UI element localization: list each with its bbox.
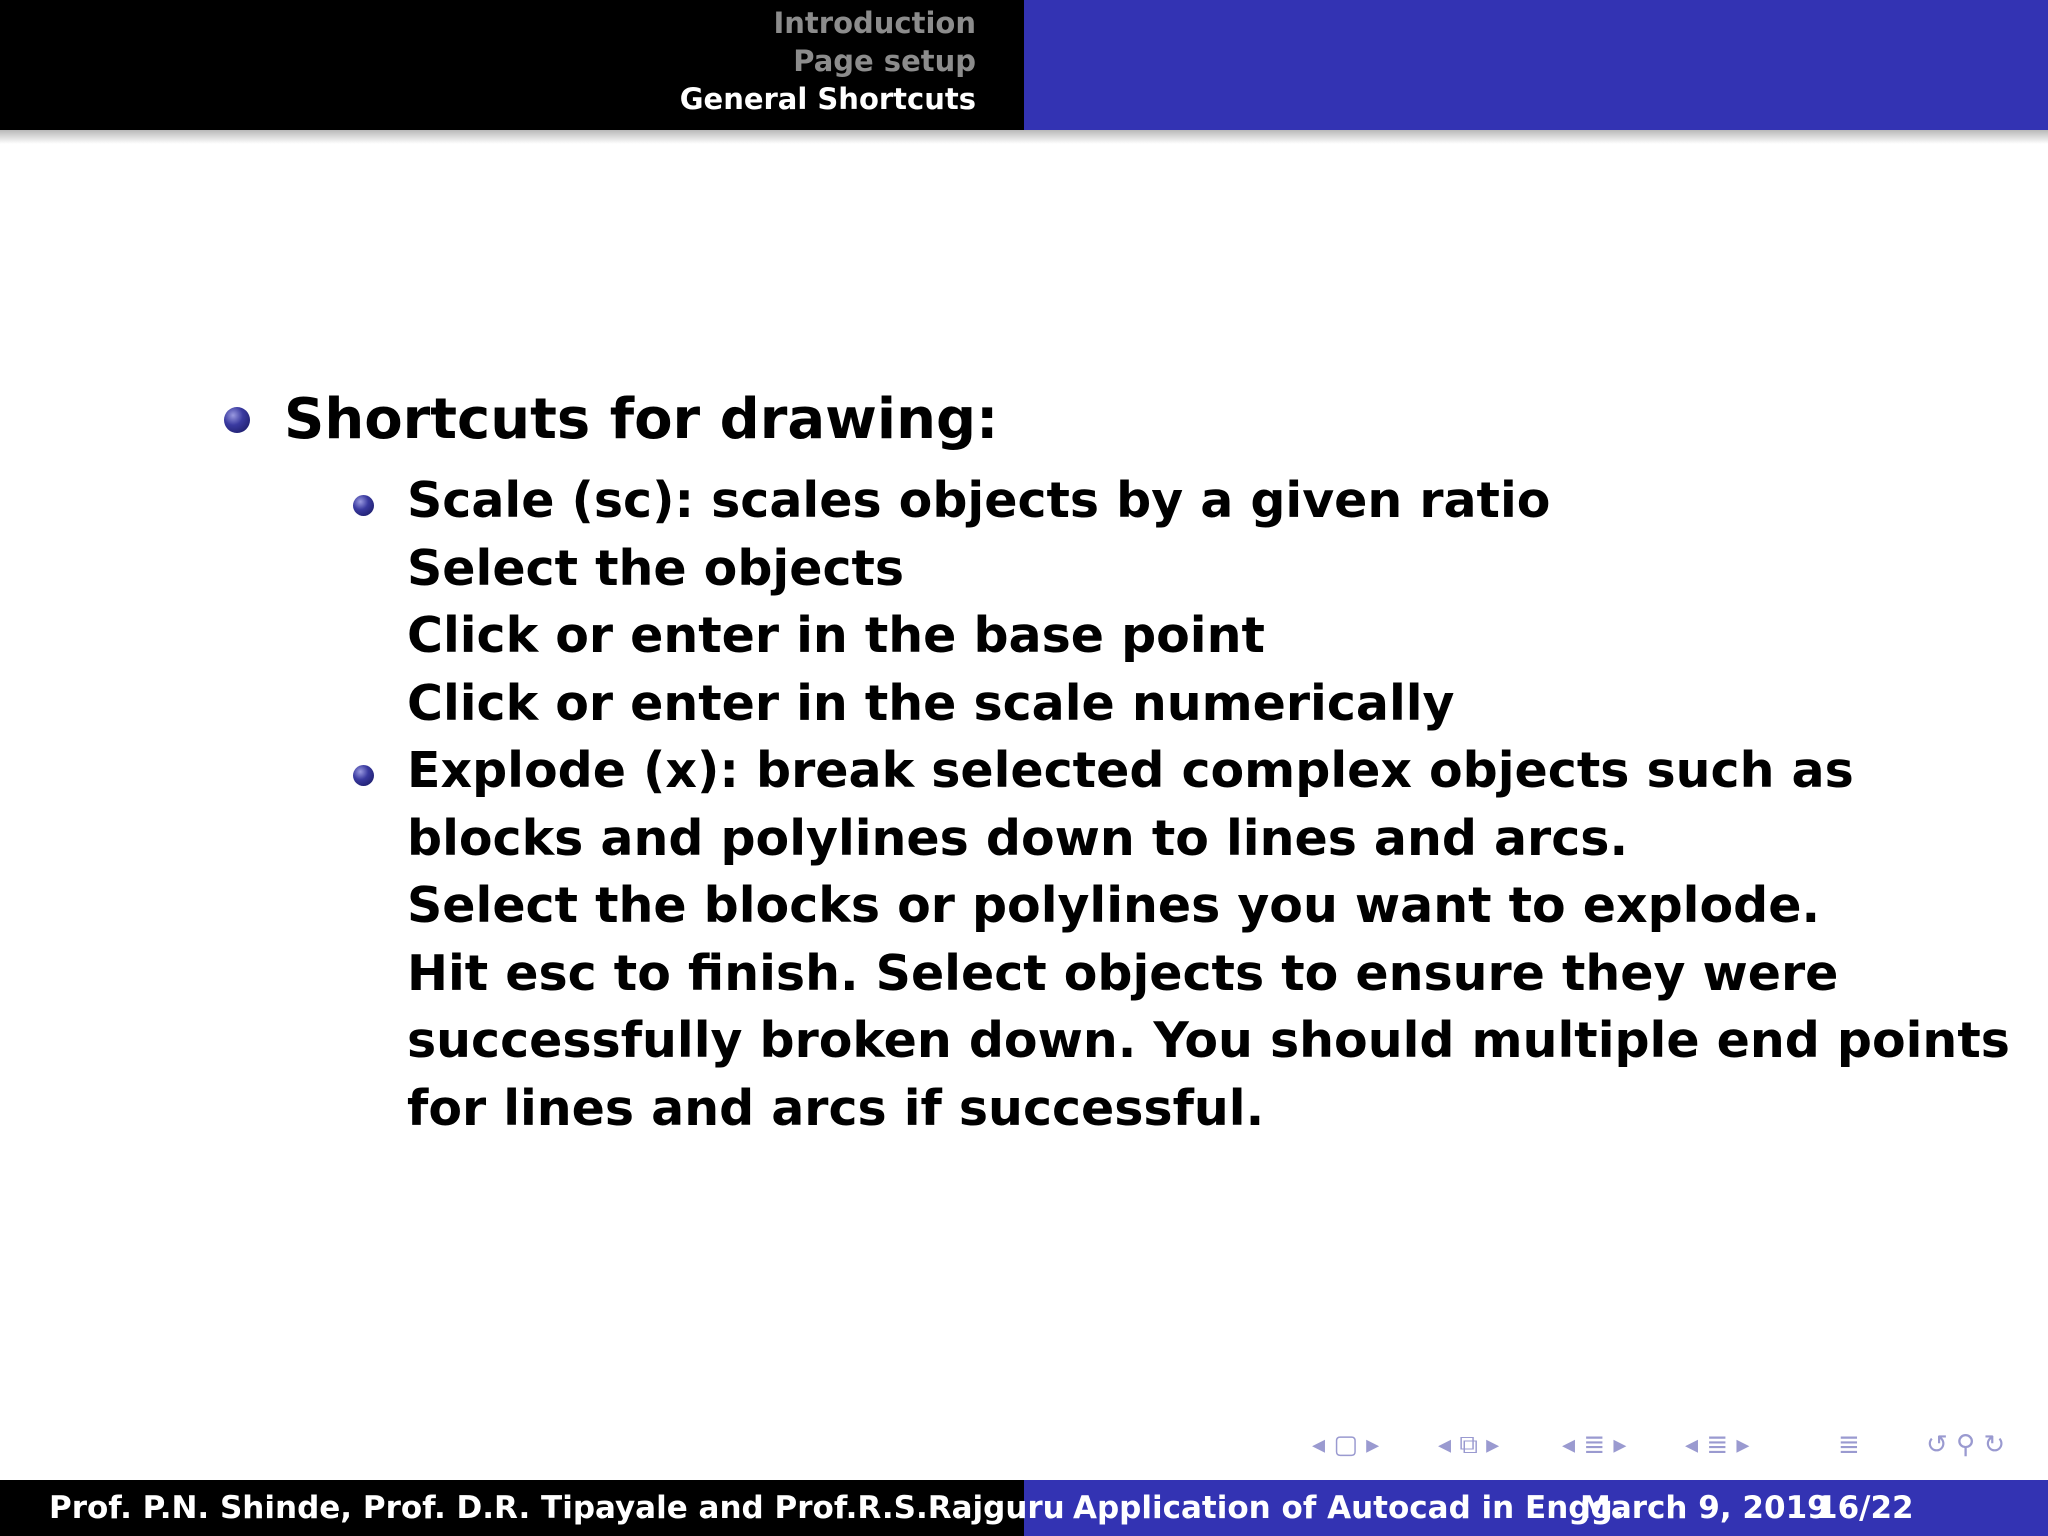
list-item-explode [407,737,2010,1142]
footer-page-number: 16/22 [1816,1490,1914,1526]
nav-subsection-icon[interactable]: ◂ ≣ ▸ [1562,1430,1627,1460]
nav-align-icon[interactable]: ≣ [1838,1430,1860,1460]
header-right-panel [1024,0,2048,130]
navigation-symbols [1312,1430,2032,1466]
header-shadow [0,130,2048,144]
footer-bar [0,1480,2048,1536]
list-item-line: blocks and polylines down to lines and arcs. [407,809,1629,867]
slide-heading: Shortcuts for drawing: [284,387,999,452]
list-item-line: for lines and arcs if successful. [407,1079,1265,1137]
footer-date: March 9, 2019 [1580,1490,1829,1526]
footer-presentation-title: Application of Autocad in Engg. [1073,1490,1625,1526]
bullet-icon [224,407,250,433]
sub-bullet-icon [353,765,374,786]
nav-item-introduction[interactable]: Introduction [773,6,976,40]
list-item-line: Click or enter in the base point [407,607,1265,664]
list-item-line: Select the objects [407,539,905,597]
header-bar [0,0,2048,130]
list-item-line: Select the blocks or polylines you want to explode. [407,877,1821,934]
nav-item-page-setup[interactable]: Page setup [793,44,976,78]
nav-item-general-shortcuts[interactable]: General Shortcuts [679,82,976,116]
list-item-line: Click or enter in the scale numerically [407,674,1455,732]
nav-first-icon[interactable]: ◂ ▢ ▸ [1312,1430,1380,1460]
list-item-line: Hit esc to finish. Select objects to ensure they were [407,944,1839,1002]
section-navigation [680,4,976,118]
nav-section-icon[interactable]: ◂ ≣ ▸ [1685,1430,1750,1460]
sub-bullet-icon [353,495,374,516]
list-item-line: Explode (x): break selected complex objects such as [407,742,1854,799]
footer-authors: Prof. P.N. Shinde, Prof. D.R. Tipayale and Prof.R.S.Rajguru [49,1490,1065,1526]
list-item-line: Scale (sc): scales objects by a given ratio [407,472,1551,529]
nav-search-icon[interactable]: ↺ ⚲ ↻ [1926,1430,2006,1460]
list-item-scale [407,467,1550,737]
nav-frame-icon[interactable]: ◂ ⧉ ▸ [1438,1430,1500,1460]
list-item-line: successfully broken down. You should multiple end points [407,1012,2010,1069]
